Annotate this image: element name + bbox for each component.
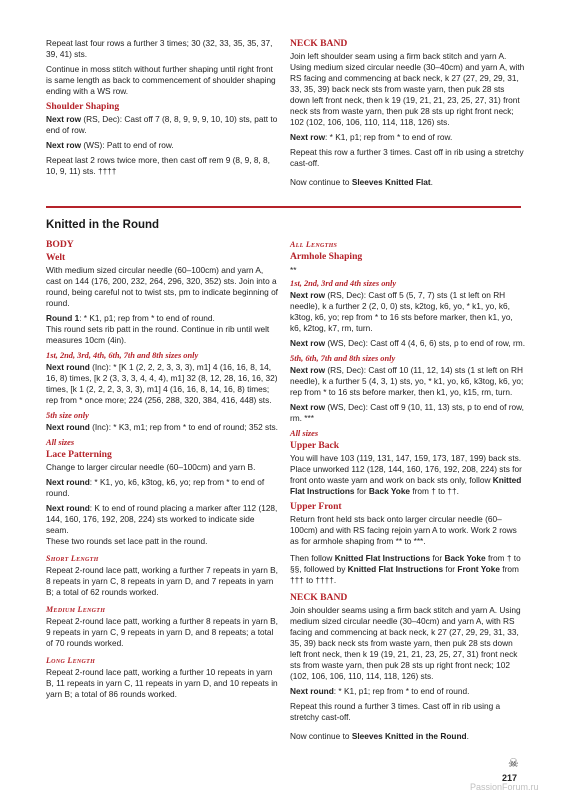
shoulder-shaping-heading: Shoulder Shaping — [46, 101, 120, 112]
text-bold: Front Yoke — [457, 564, 500, 574]
row-label: Round 1 — [46, 313, 80, 323]
text: You will have 103 (119, 131, 147, 159, 173, 187, 199) back sts. Place unworked 112 (128, 144, 160, 176, 192, 208, 224) sts for front onto waste yarn and work on back sts only, follow — [290, 453, 522, 485]
paragraph: Repeat 2-round lace patt, working a further 10 repeats in yarn B, 11 repeats in yarn C, 11 repeats in yarn D, and 10 repeats in yarn B; a total of 86 rounds worked. — [46, 667, 278, 699]
paragraph: Continue in moss stitch without further shaping until right front is same length as back to commencement of shoulder shaping ending with a WS row. — [46, 64, 276, 96]
text-bold: Knitted Flat Instructions — [347, 564, 444, 574]
row-label: Next row — [46, 140, 82, 150]
row-text: : * K1, p1; rep from * to end of round. — [333, 686, 470, 696]
row-text: (Inc): * K3, m1; rep from * to end of round; 352 sts. — [89, 422, 278, 432]
text: from † to §§, followed by — [290, 553, 521, 574]
upper-front-heading: Upper Front — [290, 501, 342, 512]
row-text: : K to end of round placing a marker after 112 (128, 144, 160, 176, 192, 208, 224) sts worked to indicate side seam. — [46, 503, 278, 535]
instruction-row — [290, 338, 526, 349]
instruction-row — [46, 140, 278, 151]
sizes-heading: 1st, 2nd, 3rd, 4th, 6th, 7th and 8th sizes only — [46, 351, 199, 360]
instruction-row — [46, 313, 278, 324]
instruction-row — [290, 365, 526, 398]
left-top-column — [46, 38, 278, 181]
text-bold: Back Yoke — [368, 486, 411, 496]
marker-stars: ** — [290, 265, 297, 275]
row-label: Next row — [290, 132, 326, 142]
instruction-row — [46, 422, 278, 433]
paragraph: Join shoulder seams using a firm back stitch and yarn A. Using medium sized circular needle (30–40cm) and yarn A, with RS facing and commencing at back neck, k 27 (27, 29, 29, 31, 33, 35, 39) back neck sts from waste yarn, then puk 28 sts down left front neck, then k 19 (19, 21, 21, 23, 25, 27, 31) front neck sts from waste yarn, then puk 28 sts up right front neck; 102 (102, 106, 106, 110, 114, 118, 126) sts. — [290, 605, 521, 681]
instruction-row — [290, 686, 526, 697]
instruction-row — [46, 503, 278, 536]
long-length-heading: Long Length — [46, 656, 96, 665]
text-bold: Knitted Flat Instructions — [334, 553, 431, 563]
continue-note — [290, 177, 526, 188]
row-text: (WS, Dec): Cast off 9 (10, 11, 13) sts, p to end of row, rm. *** — [290, 402, 524, 423]
row-label: Next row — [290, 365, 326, 375]
continue-prefix: Now continue to — [290, 177, 352, 187]
text: for — [354, 486, 369, 496]
section-divider — [46, 206, 521, 208]
continue-link-text: Sleeves Knitted Flat — [351, 177, 431, 187]
text-bold: Back Yoke — [444, 553, 486, 563]
continue-note — [290, 731, 526, 742]
watermark: PassionForum.ru — [470, 782, 539, 792]
row-label: Next row — [290, 290, 326, 300]
continue-suffix: . — [430, 177, 433, 187]
text: from ††† to ††††. — [290, 564, 519, 585]
continue-suffix: . — [466, 731, 469, 741]
row-text: (RS, Dec): Cast off 5 (5, 7, 7) sts (1 st left on RH needle), k a further 2 (2, 0, 0) sts, k2tog, k6, yo, * k1, yo, k6, k3tog, k6, yo; rep from * to 16 sts before marker, then k1, yo, k6, k2tog, k7, rm, turn. — [290, 290, 513, 333]
sizes-heading: 5th, 6th, 7th and 8th sizes only — [290, 354, 396, 363]
paragraph: These two rounds set lace patt in the round. — [46, 536, 208, 546]
row-text: (Inc): * [K 1 (2, 2, 2, 3, 3, 3), m1] 4 (16, 16, 8, 14, 16, 8) times, [k 2 (3, 3, 3, 4, 4, 4), m1] 32 (8, 12, 28, 16, 16, 32) times, [k 1 (2, 2, 2, 3, 3, 3), m1] 4 (16, 16, 8, 14, 16, 8) times; rep from * once more; 224 (256, 288, 320, 384, 416, 448) sts. — [46, 362, 278, 405]
lace-patterning-heading: Lace Patterning — [46, 449, 112, 460]
row-label: Next round — [46, 477, 90, 487]
row-text: (WS, Dec): Cast off 4 (4, 6, 6) sts, p to end of row, rm. — [325, 338, 526, 348]
short-length-heading: Short Length — [46, 554, 99, 563]
row-label: Next round — [46, 362, 90, 372]
medium-length-heading: Medium Length — [46, 605, 106, 614]
paragraph: Repeat last four rows a further 3 times; 30 (32, 33, 35, 35, 37, 39, 41) sts. — [46, 38, 273, 59]
paragraph: Join left shoulder seam using a firm back stitch and yarn A. Using medium sized circular needle (30–40cm) and yarn A, with RS facing and commencing at back neck, k 27 (27, 29, 29, 31, 33, 35, 39) back neck sts from waste yarn, then puk 28 sts down left front neck, then k 19 (19, 21, 21, 23, 25, 27, 31) front neck sts from waste yarn, then puk 28 sts up right front neck; 102 (102, 106, 106, 110, 114, 118, 126) sts. — [290, 51, 525, 127]
right-top-column — [290, 38, 526, 192]
row-text: (RS, Dec): Cast off 7 (8, 8, 9, 9, 9, 10, 10) sts, patt to end of row. — [46, 114, 278, 135]
text: from † to ††. — [410, 486, 459, 496]
row-text: : * K1, p1; rep from * to end of row. — [325, 132, 453, 142]
paragraph: Repeat 2-round lace patt, working a further 8 repeats in yarn B, 9 repeats in yarn C, 9 repeats in yarn D, and 8 repeats; a total of 70 rounds worked. — [46, 616, 278, 648]
upper-back-heading: Upper Back — [290, 440, 340, 451]
neck-band-heading: NECK BAND — [290, 38, 348, 49]
row-label: Next row — [290, 402, 326, 412]
text-bold: Knitted Flat Instructions — [290, 475, 522, 496]
all-sizes-heading: All sizes — [46, 438, 75, 447]
sizes-heading: 1st, 2nd, 3rd and 4th sizes only — [290, 279, 397, 288]
welt-heading: Welt — [46, 252, 66, 263]
paragraph: Repeat last 2 rows twice more, then cast off rem 9 (8, 9, 8, 8, 10, 9, 11) sts. †††† — [46, 155, 270, 176]
paragraph: This round sets rib patt in the round. Continue in rib until welt measures 10cm (4in). — [46, 324, 270, 345]
paragraph: Repeat this round a further 3 times. Cast off in rib using a stretchy cast-off. — [290, 701, 501, 722]
row-label: Next round — [46, 503, 90, 513]
page-number: 217 — [502, 773, 518, 783]
continue-link-text: Sleeves Knitted in the Round — [351, 731, 467, 741]
text: for — [443, 564, 458, 574]
right-bottom-column — [290, 236, 526, 746]
paragraph — [290, 453, 526, 497]
paragraph — [290, 553, 526, 586]
row-label: Next round — [290, 686, 334, 696]
text: Then follow — [290, 553, 335, 563]
body-heading: BODY — [46, 239, 74, 250]
section-title: Knitted in the Round — [46, 219, 160, 231]
instruction-row — [46, 477, 278, 499]
neck-band-heading: NECK BAND — [290, 592, 348, 603]
row-text: (WS): Patt to end of row. — [81, 140, 174, 150]
row-label: Next row — [290, 338, 326, 348]
all-lengths-heading: All Lengths — [290, 240, 338, 249]
row-label: Next row — [46, 114, 82, 124]
instruction-row — [290, 132, 526, 143]
armhole-shaping-heading: Armhole Shaping — [290, 251, 363, 262]
paragraph: With medium sized circular needle (60–100cm) and yarn A, cast on 144 (176, 200, 232, 264, 296, 320, 352) sts. Join into a round, being careful not to twist sts, pm to indicate beginning of round. — [46, 265, 278, 308]
all-sizes-heading: All sizes — [290, 429, 319, 438]
row-text: (RS, Dec): Cast off 10 (11, 12, 14) sts (1 st left on RH needle), k a further 5 (4, 3, 1) sts, yo, * k1, yo, k6, k3tog, k6, yo; rep from * to 16 sts before marker, then k1, yo, k15, rm, turn. — [290, 365, 524, 397]
skull-crossbones-icon: ☠ — [508, 756, 519, 770]
instruction-row — [46, 114, 278, 136]
row-text: : * K1, p1; rep from * to end of round. — [79, 313, 215, 323]
instruction-row — [290, 402, 526, 424]
instruction-row — [46, 362, 278, 406]
sizes-heading: 5th size only — [46, 411, 89, 420]
row-label: Next round — [46, 422, 90, 432]
row-text: : * K1, yo, k6, k3tog, k6, yo; rep from * to end of round. — [46, 477, 265, 498]
continue-prefix: Now continue to — [290, 731, 352, 741]
text: for — [430, 553, 445, 563]
paragraph: Return front held sts back onto larger circular needle (60–100cm) and with RS facing rejoin yarn A to work. Work 2 rows as for armhole shaping from ** to ***. — [290, 514, 517, 546]
paragraph: Change to larger circular needle (60–100cm) and yarn B. — [46, 462, 256, 472]
paragraph: Repeat this row a further 3 times. Cast off in rib using a stretchy cast-off. — [290, 147, 524, 168]
left-bottom-column — [46, 236, 278, 704]
instruction-row — [290, 290, 526, 334]
paragraph: Repeat 2-round lace patt, working a further 7 repeats in yarn B, 8 repeats in yarn C, 8 repeats in yarn D, and 7 repeats in yarn B; a total of 62 rounds worked. — [46, 565, 278, 597]
